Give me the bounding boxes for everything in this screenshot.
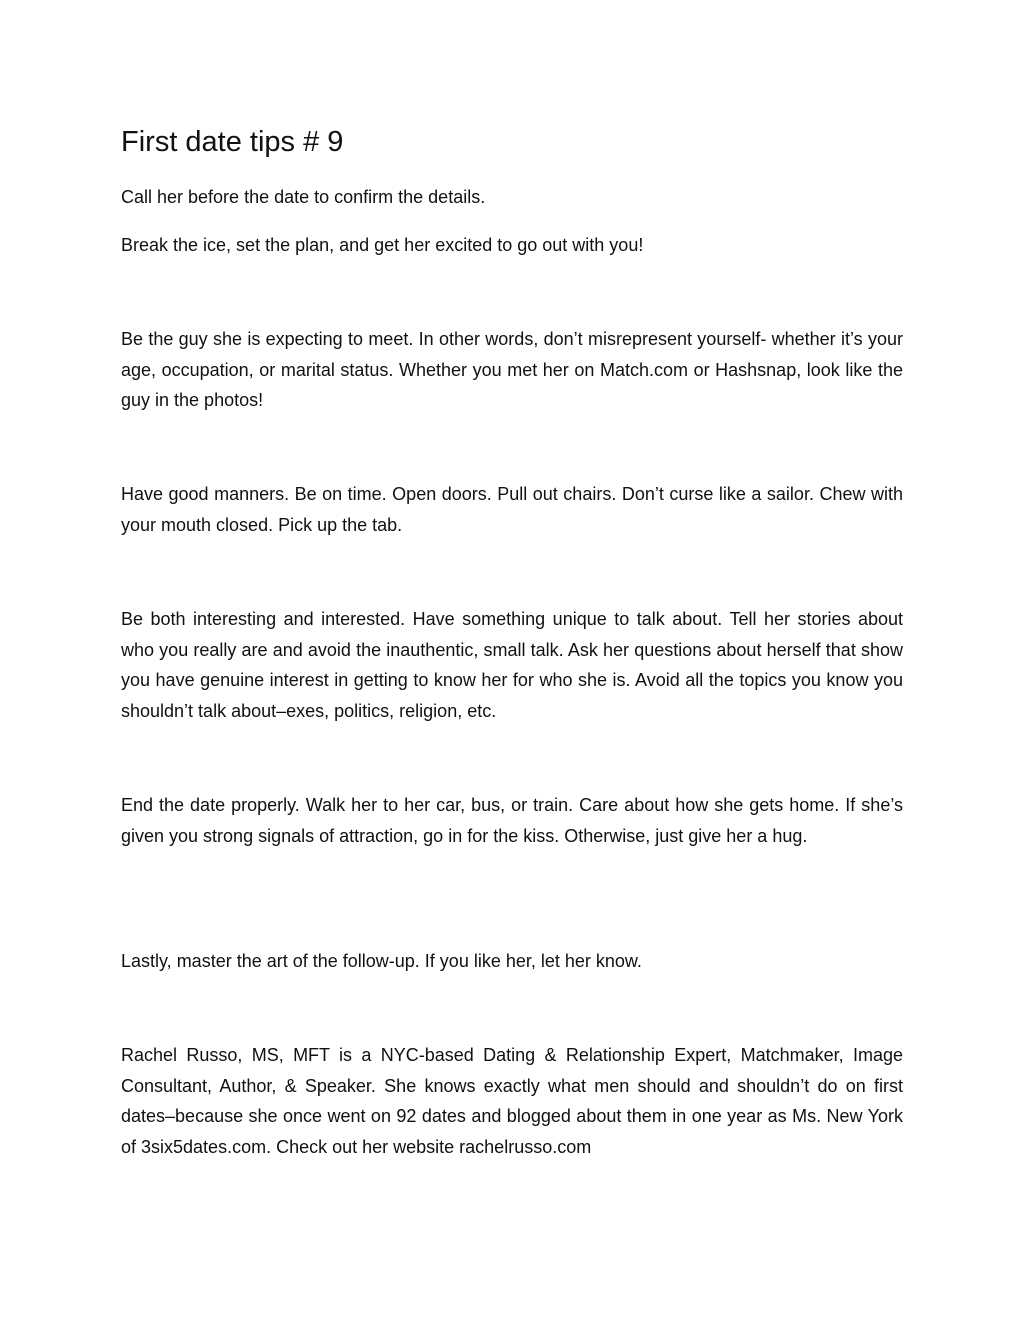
paragraph-end-date-properly: End the date properly. Walk her to her car, bus, or train. Care about how she gets home. If she’s given you strong signals of attraction, go in for the kiss. Otherwise, just give her a hug. (121, 795, 903, 846)
document-title: First date tips # 9 (121, 126, 344, 158)
paragraph-good-manners: Have good manners. Be on time. Open doors. Pull out chairs. Don’t curse like a sailor. Chew with your mouth closed. Pick up the tab. (121, 484, 903, 535)
paragraph-break-the-ice: Break the ice, set the plan, and get her excited to go out with you! (121, 235, 644, 255)
paragraph-call-before-date: Call her before the date to confirm the details. (121, 187, 486, 207)
paragraph-interesting-interested: Be both interesting and interested. Have something unique to talk about. Tell her stories about who you really are and avoid the inauthentic, small talk. Ask her questions about herself that show you have genuine interest in getting to know her for who she is. Avoid all the topics you know you shouldn’t talk about–exes, politics, religion, etc. (121, 609, 903, 722)
paragraph-author-bio: Rachel Russo, MS, MFT is a NYC-based Dating & Relationship Expert, Matchmaker, Image Consultant, Author, & Speaker. She knows exactly what men should and shouldn’t do on first dates–because she once went on 92 dates and blogged about them in one year as Ms. New York of 3six5dates.com. Check out her website rachelrusso.com (121, 1045, 903, 1158)
paragraph-follow-up: Lastly, master the art of the follow-up. If you like her, let her know. (121, 951, 642, 971)
paragraph-be-the-guy: Be the guy she is expecting to meet. In other words, don’t misrepresent yourself- whether it’s your age, occupation, or marital status. Whether you met her on Match.com or Hashsnap, look like the guy in the photos! (121, 329, 903, 411)
